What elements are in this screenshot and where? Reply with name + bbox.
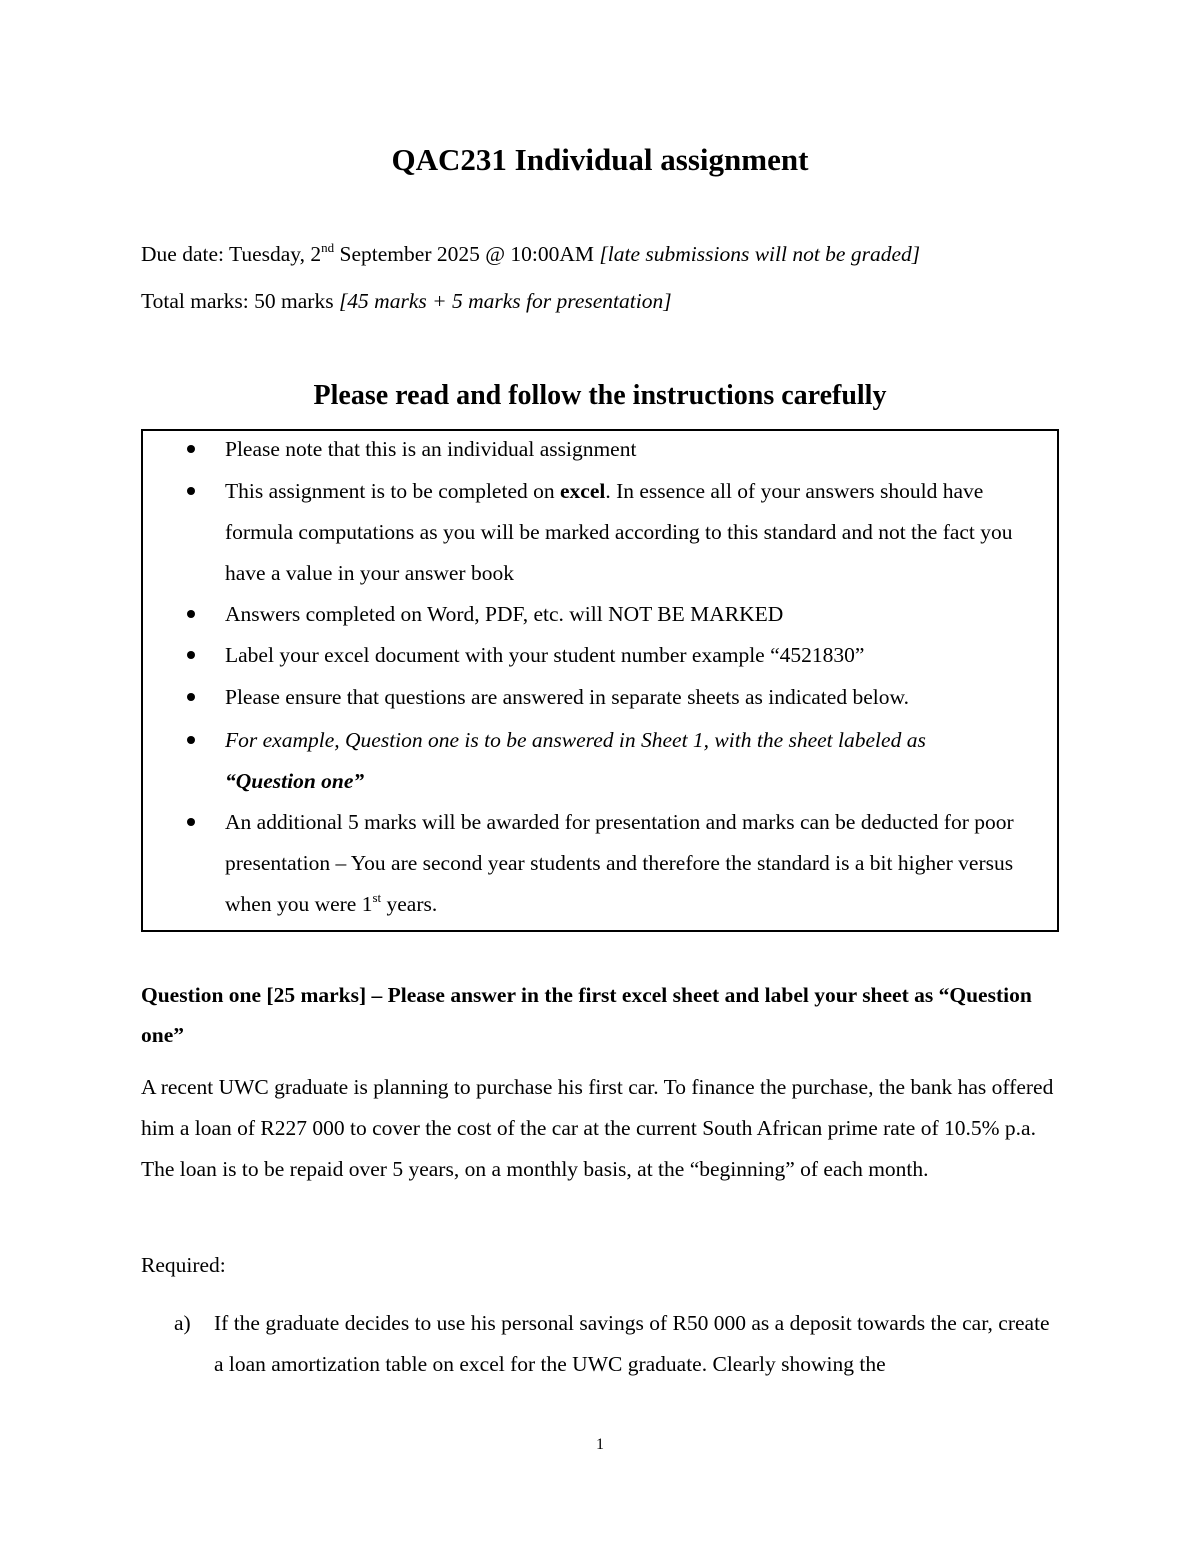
- bullet-icon: [187, 818, 195, 826]
- total-marks-line: [141, 287, 672, 315]
- due-date-value: September 2025 @ 10:00AM: [334, 242, 600, 266]
- due-date-note: [late submissions will not be graded]: [599, 242, 921, 266]
- bullet-icon: [187, 736, 195, 744]
- total-marks-note: [45 marks + 5 marks for presentation]: [338, 289, 672, 313]
- total-marks-label: Total marks: 50 marks: [141, 289, 339, 313]
- instructions-heading: Please read and follow the instructions carefully: [313, 380, 887, 411]
- instruction-item: Answers completed on Word, PDF, etc. will NOT BE MARKED: [225, 594, 1051, 635]
- instruction-item: Label your excel document with your student number example “4521830”: [225, 635, 1051, 676]
- instruction-item: An additional 5 marks will be awarded for presentation and marks can be deducted for poor presentation – You are second year students and therefore the standard is a bit higher versus when you were 1st years.: [225, 802, 1051, 925]
- bullet-icon: [187, 610, 195, 618]
- instruction-item: Please note that this is an individual assignment: [225, 429, 1051, 470]
- instructions-box: [141, 429, 1059, 932]
- sub-question-label: a): [174, 1311, 191, 1335]
- instruction-item: This assignment is to be completed on excel. In essence all of your answers should have formula computations as you will be marked according to this standard and not the fact you have a value in your answer book: [225, 471, 1051, 594]
- page-number: 1: [596, 1436, 604, 1453]
- due-date-label: Due date: Tuesday, 2: [141, 242, 322, 266]
- excel-emphasis: excel: [560, 479, 606, 503]
- question-one-sheet-label: “Question one”: [225, 769, 365, 793]
- sub-question-a: [174, 1303, 1059, 1385]
- bullet-icon: [187, 487, 195, 495]
- page-title: QAC231 Individual assignment: [391, 142, 809, 177]
- instruction-item: Please ensure that questions are answered in separate sheets as indicated below.: [225, 677, 1051, 718]
- instruction-item: For example, Question one is to be answered in Sheet 1, with the sheet labeled as “Question one”: [225, 720, 1051, 802]
- sub-question-text: If the graduate decides to use his personal savings of R50 000 as a deposit towards the car, create a loan amortization table on excel for the UWC graduate. Clearly showing the: [214, 1311, 1050, 1376]
- bullet-icon: [187, 445, 195, 453]
- bullet-icon: [187, 693, 195, 701]
- required-label: Required:: [141, 1253, 226, 1277]
- question-one-body: A recent UWC graduate is planning to purchase his first car. To finance the purchase, the bank has offered him a loan of R227 000 to cover the cost of the car at the current South African prime rate of 10.5% p.a. The loan is to be repaid over 5 years, on a monthly basis, at the “beginning” of each month.: [141, 1075, 1054, 1181]
- bullet-icon: [187, 651, 195, 659]
- question-one-heading: Question one [25 marks] – Please answer in the first excel sheet and label your sheet as “Question one”: [141, 983, 1032, 1047]
- due-date-ordinal: nd: [321, 240, 335, 255]
- due-date-line: [141, 240, 920, 268]
